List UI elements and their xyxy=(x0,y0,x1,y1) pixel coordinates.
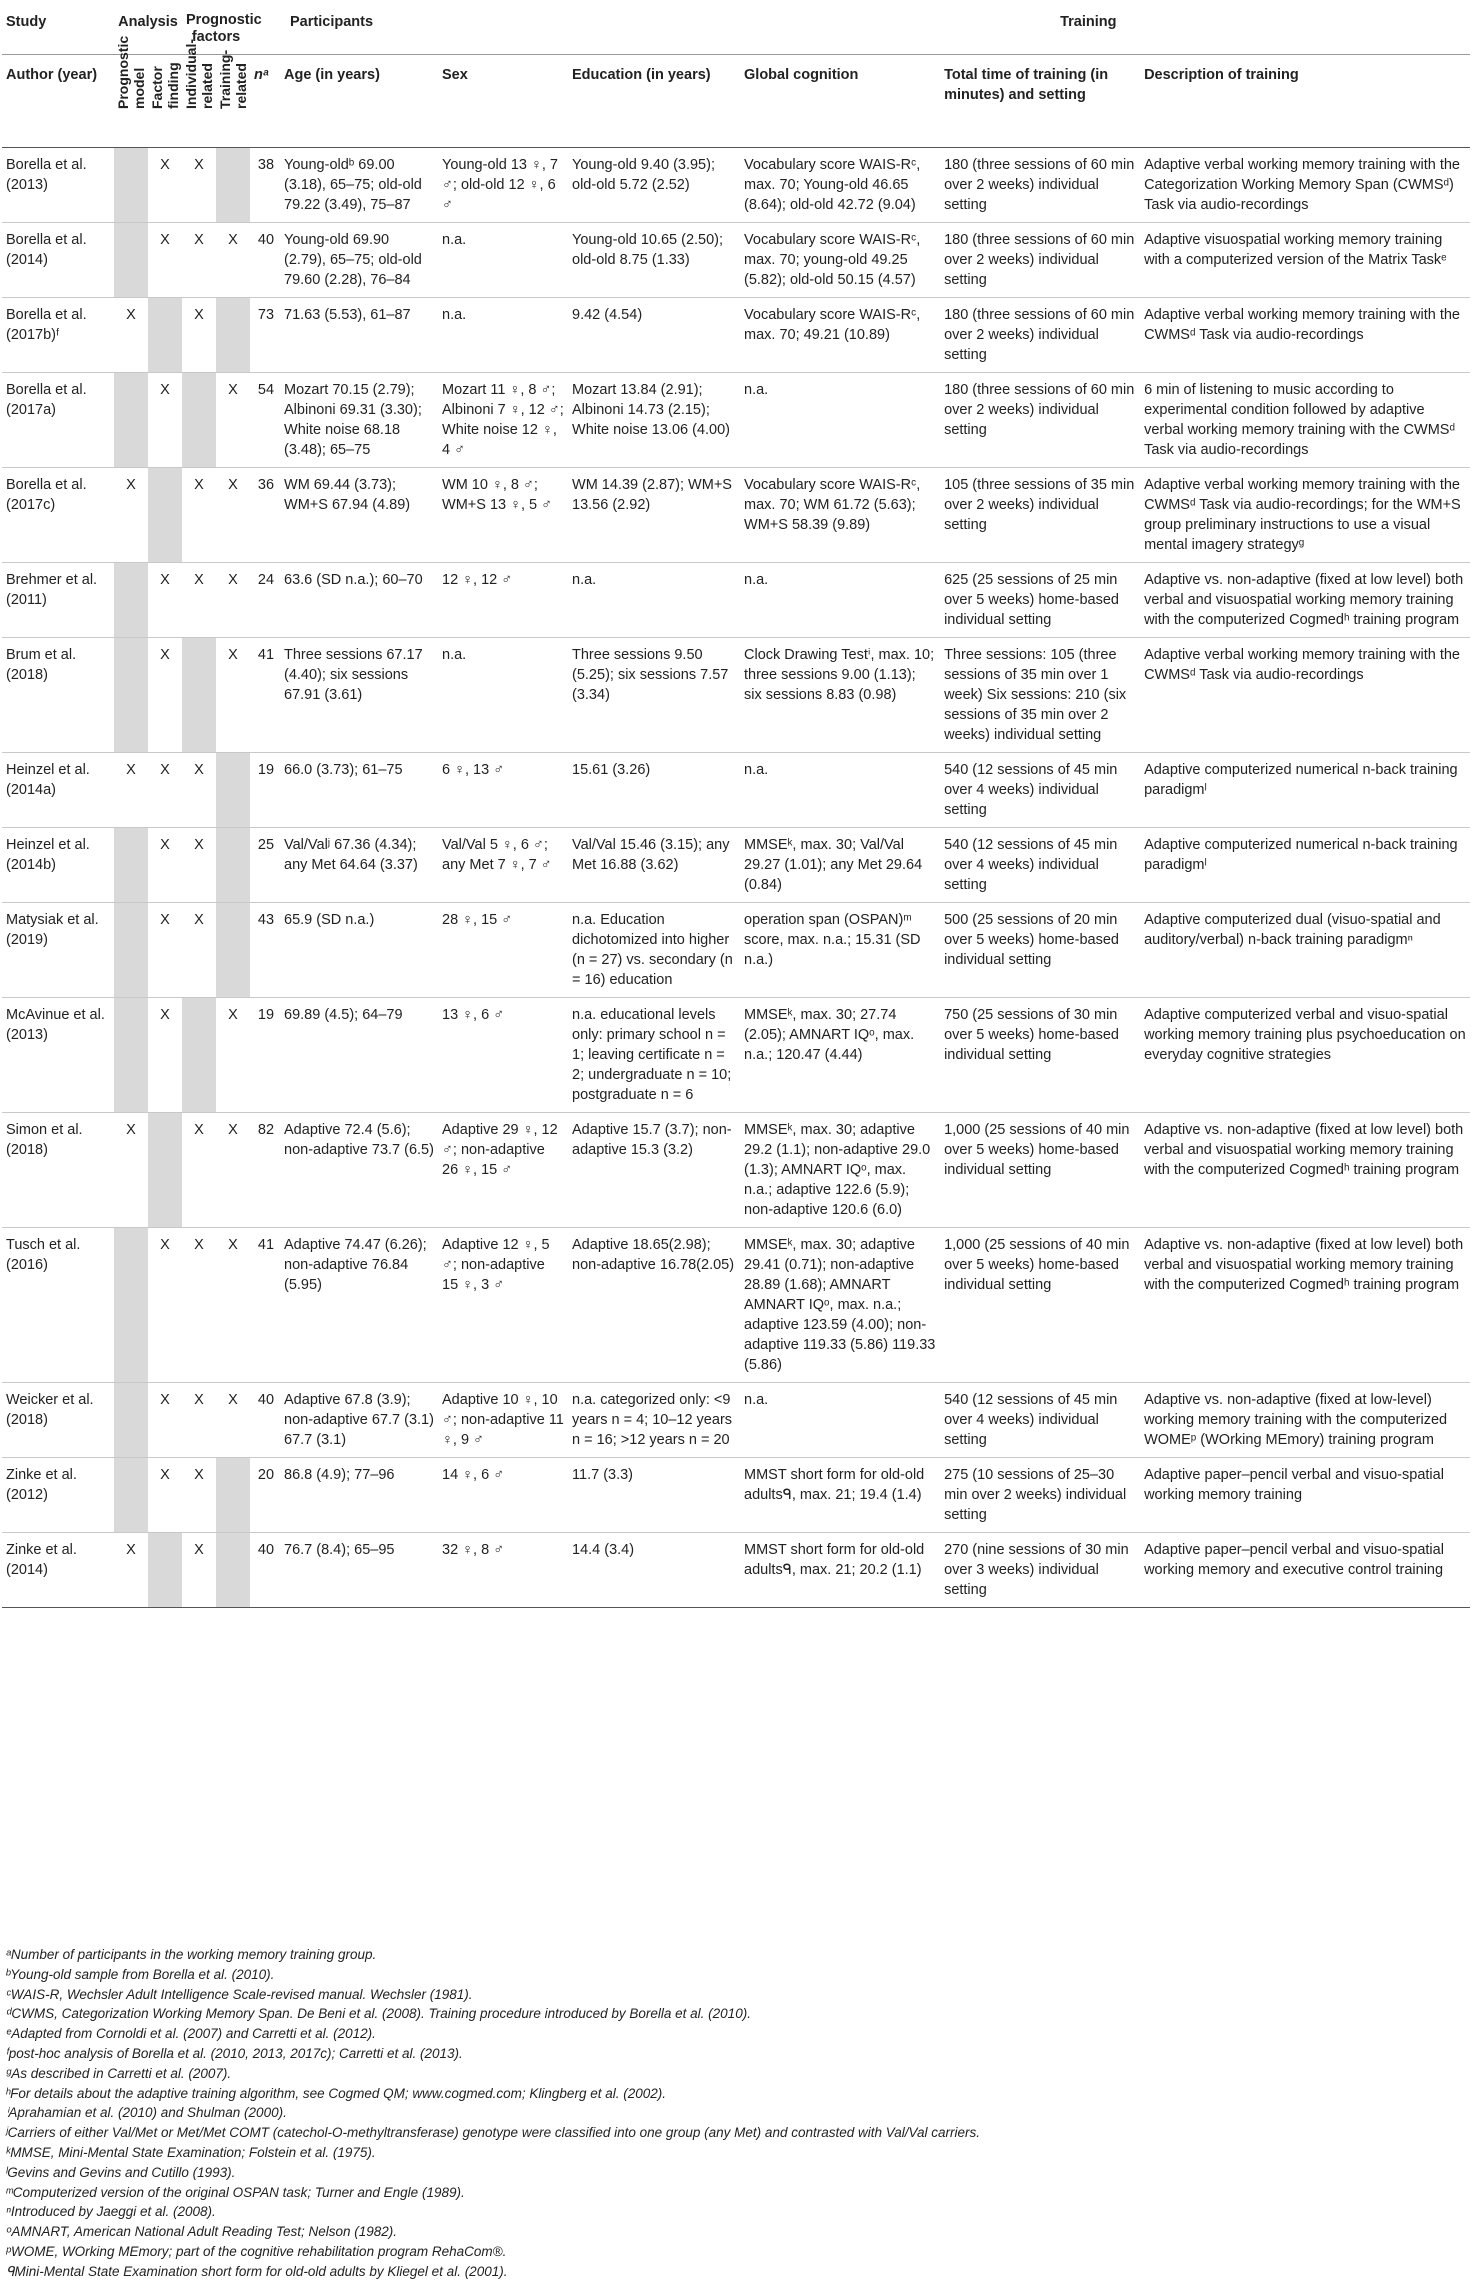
table-body xyxy=(2,148,1470,1608)
training-time-cell: 105 (three sessions of 35 min over 2 weeks) individual setting xyxy=(944,477,1135,533)
n-cell: 54 xyxy=(257,382,275,398)
footnote: ᶜWAIS-R, Wechsler Adult Intelligence Scale-revised manual. Wechsler (1981). xyxy=(6,1986,473,2002)
author-cell: Brum et al. (2018) xyxy=(6,647,77,683)
prognostic-model-cell xyxy=(114,998,148,1113)
footnote: ᵖWOME, WOrking MEmory; part of the cognitive rehabilitation program RehaCom®. xyxy=(6,2243,507,2259)
global-cognition-cell: n.a. xyxy=(744,572,769,588)
author-cell: Matysiak et al. (2019) xyxy=(6,912,99,948)
n-cell: 19 xyxy=(257,1007,275,1023)
sex-cell: 14 ♀, 6 ♂ xyxy=(442,1467,505,1483)
training-time-cell: 270 (nine sessions of 30 min over 3 weeks) individual setting xyxy=(944,1542,1129,1598)
n-cell: 40 xyxy=(257,1392,275,1408)
factor-finding-cell: X xyxy=(160,232,170,248)
training-description-cell: Adaptive verbal working memory training with the CWMSᵈ Task via audio-recordings xyxy=(1144,647,1460,683)
training-description-cell: Adaptive paper–pencil verbal and visuo-spatial working memory and executive control training xyxy=(1144,1542,1444,1578)
sex-cell: n.a. xyxy=(442,307,467,323)
global-cognition-cell: n.a. xyxy=(744,382,769,398)
author-cell: Heinzel et al. (2014b) xyxy=(6,837,90,873)
table-row xyxy=(2,1458,1470,1533)
training-time-cell: 275 (10 sessions of 25–30 min over 2 weeks) individual setting xyxy=(944,1467,1127,1523)
studies-table xyxy=(2,2,1470,1608)
factor-finding-cell: X xyxy=(160,572,170,588)
training-description-cell: Adaptive vs. non-adaptive (fixed at low level) both verbal and visuospatial working memory training with the computerized Cogmedʰ training program xyxy=(1144,1237,1464,1293)
training-time-cell: 1,000 (25 sessions of 40 min over 5 weeks) home-based individual setting xyxy=(944,1237,1130,1293)
factor-finding-cell xyxy=(148,1533,182,1608)
factor-finding-cell xyxy=(148,1113,182,1228)
table-row xyxy=(2,1228,1470,1383)
author-cell: Weicker et al. (2018) xyxy=(6,1392,94,1428)
header-age: Age (in years) xyxy=(280,55,438,148)
age-cell: Young-oldᵇ 69.00 (3.18), 65–75; old-old 79.22 (3.49), 75–87 xyxy=(284,157,422,213)
training-related-cell: X xyxy=(228,1237,238,1253)
training-related-cell: X xyxy=(228,1007,238,1023)
training-description-cell: Adaptive visuospatial working memory training with a computerized version of the Matrix Taskᵉ xyxy=(1144,232,1447,268)
table-row xyxy=(2,223,1470,298)
n-cell: 73 xyxy=(257,307,275,323)
global-cognition-cell: n.a. xyxy=(744,1392,769,1408)
header-education: Education (in years) xyxy=(568,55,740,148)
sex-cell: n.a. xyxy=(442,647,467,663)
sex-cell: n.a. xyxy=(442,232,467,248)
individual-related-cell: X xyxy=(194,477,204,493)
education-cell: Adaptive 15.7 (3.7); non-adaptive 15.3 (3.2) xyxy=(572,1122,732,1158)
sex-cell: 28 ♀, 15 ♂ xyxy=(442,912,513,928)
footnote: ᵍAs described in Carretti et al. (2007). xyxy=(6,2065,232,2081)
footnote: ᵇYoung-old sample from Borella et al. (2010). xyxy=(6,1966,275,1982)
footnote: ʲCarriers of either Val/Met or Met/Met COMT (catechol-O-methyltransferase) genotype were classified into one group (any Met) and contrasted with Val/Val carriers. xyxy=(6,2125,981,2141)
table-row xyxy=(2,563,1470,638)
age-cell: Adaptive 67.8 (3.9); non-adaptive 67.7 (3.1) 67.7 (3.1) xyxy=(284,1392,434,1448)
age-cell: Mozart 70.15 (2.79); Albinoni 69.31 (3.30); White noise 68.18 (3.48); 65–75 xyxy=(284,382,422,458)
training-related-cell: X xyxy=(228,572,238,588)
training-description-cell: Adaptive computerized numerical n-back training paradigmˡ xyxy=(1144,837,1458,873)
table-row xyxy=(2,753,1470,828)
age-cell: Three sessions 67.17 (4.40); six sessions 67.91 (3.61) xyxy=(284,647,423,703)
prognostic-model-cell xyxy=(114,1458,148,1533)
prognostic-model-cell: X xyxy=(126,1122,136,1138)
footnotes xyxy=(6,1945,1466,2282)
header-n: nᵃ xyxy=(250,55,280,148)
training-time-cell: 180 (three sessions of 60 min over 2 weeks) individual setting xyxy=(944,157,1135,213)
prognostic-model-cell: X xyxy=(126,477,136,493)
training-time-cell: 540 (12 sessions of 45 min over 4 weeks) individual setting xyxy=(944,762,1118,818)
footnote: ᵐComputerized version of the original OSPAN task; Turner and Engle (1989). xyxy=(6,2184,465,2200)
education-cell: Mozart 13.84 (2.91); Albinoni 14.73 (2.15); White noise 13.06 (4.00) xyxy=(572,382,730,438)
training-related-cell: X xyxy=(228,477,238,493)
training-related-cell: X xyxy=(228,382,238,398)
header-total-time: Total time of training (in minutes) and setting xyxy=(940,55,1140,148)
prognostic-model-cell xyxy=(114,1228,148,1383)
training-time-cell: 540 (12 sessions of 45 min over 4 weeks) individual setting xyxy=(944,837,1118,893)
author-cell: McAvinue et al. (2013) xyxy=(6,1007,105,1043)
header-factor-finding: Factor finding xyxy=(148,55,182,148)
sex-cell: 6 ♀, 13 ♂ xyxy=(442,762,505,778)
prognostic-model-cell: X xyxy=(126,1542,136,1558)
global-cognition-cell: MMST short form for old-old adultsᑫ, max. 21; 20.2 (1.1) xyxy=(744,1542,925,1578)
education-cell: 15.61 (3.26) xyxy=(572,762,651,778)
sex-cell: Young-old 13 ♀, 7 ♂; old-old 12 ♀, 6 ♂ xyxy=(442,157,558,213)
author-cell: Borella et al. (2013) xyxy=(6,157,87,193)
footnote: ᵈCWMS, Categorization Working Memory Span. De Beni et al. (2008). Training procedure introduced by Borella et al. (2010). xyxy=(6,2006,751,2022)
header-individual-related: Individual-related xyxy=(182,55,216,148)
factor-finding-cell: X xyxy=(160,382,170,398)
author-cell: Tusch et al. (2016) xyxy=(6,1237,81,1273)
author-cell: Simon et al. (2018) xyxy=(6,1122,83,1158)
header-prognostic-model: Prognostic model xyxy=(114,55,148,148)
factor-finding-cell: X xyxy=(160,157,170,173)
header-study: Study xyxy=(6,14,47,30)
table-row xyxy=(2,468,1470,563)
training-description-cell: Adaptive computerized verbal and visuo-spatial working memory training plus psychoeducation on everyday cognitive strategies xyxy=(1144,1007,1466,1063)
table-row xyxy=(2,1113,1470,1228)
prognostic-model-cell xyxy=(114,148,148,223)
training-time-cell: 180 (three sessions of 60 min over 2 weeks) individual setting xyxy=(944,382,1135,438)
training-time-cell: Three sessions: 105 (three sessions of 35 min over 1 week) Six sessions: 210 (six sessions of 35 min over 2 weeks) individual setting xyxy=(944,647,1127,743)
training-related-cell xyxy=(216,298,250,373)
factor-finding-cell: X xyxy=(160,1237,170,1253)
n-cell: 82 xyxy=(257,1122,275,1138)
education-cell: n.a. categorized only: <9 years n = 4; 10–12 years n = 16; >12 years n = 20 xyxy=(572,1392,733,1448)
author-cell: Zinke et al. (2012) xyxy=(6,1467,77,1503)
global-cognition-cell: n.a. xyxy=(744,762,769,778)
global-cognition-cell: MMSEᵏ, max. 30; Val/Val 29.27 (1.01); any Met 29.64 (0.84) xyxy=(744,837,923,893)
age-cell: 76.7 (8.4); 65–95 xyxy=(284,1542,395,1558)
factor-finding-cell: X xyxy=(160,1467,170,1483)
individual-related-cell: X xyxy=(194,1467,204,1483)
training-description-cell: Adaptive verbal working memory training with the CWMSᵈ Task via audio-recordings; for the WM+S group preliminary instructions to use a visual mental imagery strategyᵍ xyxy=(1144,477,1461,553)
prognostic-model-cell xyxy=(114,828,148,903)
prognostic-model-cell: X xyxy=(126,762,136,778)
footnote: ᵏMMSE, Mini-Mental State Examination; Folstein et al. (1975). xyxy=(6,2144,376,2160)
global-cognition-cell: Vocabulary score WAIS-Rᶜ, max. 70; young-old 49.25 (5.82); old-old 50.15 (4.57) xyxy=(744,232,921,288)
prognostic-model-cell xyxy=(114,638,148,753)
table-row xyxy=(2,1533,1470,1608)
table-row xyxy=(2,638,1470,753)
age-cell: Adaptive 72.4 (5.6); non-adaptive 73.7 (6.5) xyxy=(284,1122,434,1158)
individual-related-cell: X xyxy=(194,1542,204,1558)
prognostic-model-cell xyxy=(114,223,148,298)
author-cell: Borella et al. (2017b)ᶠ xyxy=(6,307,87,343)
age-cell: Adaptive 74.47 (6.26); non-adaptive 76.84 (5.95) xyxy=(284,1237,427,1293)
footnote: ⁿIntroduced by Jaeggi et al. (2008). xyxy=(6,2204,216,2220)
training-time-cell: 500 (25 sessions of 20 min over 5 weeks) home-based individual setting xyxy=(944,912,1119,968)
footnote: ᑫMini-Mental State Examination short form for old-old adults by Kliegel et al. (2001). xyxy=(6,2263,508,2279)
table-row xyxy=(2,1383,1470,1458)
n-cell: 41 xyxy=(257,1237,275,1253)
table-row xyxy=(2,903,1470,998)
age-cell: 63.6 (SD n.a.); 60–70 xyxy=(284,572,423,588)
education-cell: n.a. xyxy=(572,572,597,588)
sex-cell: WM 10 ♀, 8 ♂; WM+S 13 ♀, 5 ♂ xyxy=(442,477,553,513)
footnote: ᵃNumber of participants in the working memory training group. xyxy=(6,1947,377,1962)
individual-related-cell xyxy=(182,373,216,468)
training-description-cell: 6 min of listening to music according to experimental condition followed by adaptive verbal working memory training with the CWMSᵈ Task via audio-recordings xyxy=(1144,382,1455,458)
footnote: ʰFor details about the adaptive training algorithm, see Cogmed QM; www.cogmed.com; Klingberg et al. (2002). xyxy=(6,2085,666,2101)
age-cell: 66.0 (3.73); 61–75 xyxy=(284,762,403,778)
education-cell: WM 14.39 (2.87); WM+S 13.56 (2.92) xyxy=(572,477,732,513)
header-global-cognition: Global cognition xyxy=(740,55,940,148)
training-description-cell: Adaptive vs. non-adaptive (fixed at low level) both verbal and visuospatial working memory training with the computerized Cogmedʰ training program xyxy=(1144,1122,1464,1178)
author-cell: Borella et al. (2017c) xyxy=(6,477,87,513)
n-cell: 40 xyxy=(257,1542,275,1558)
n-cell: 19 xyxy=(257,762,275,778)
header-sex: Sex xyxy=(438,55,568,148)
author-cell: Brehmer et al. (2011) xyxy=(6,572,98,608)
author-cell: Heinzel et al. (2014a) xyxy=(6,762,90,798)
n-cell: 36 xyxy=(257,477,275,493)
education-cell: n.a. Education dichotomized into higher (n = 27) vs. secondary (n = 16) education xyxy=(572,912,733,988)
sex-cell: 13 ♀, 6 ♂ xyxy=(442,1007,505,1023)
sex-cell: Val/Val 5 ♀, 6 ♂; any Met 7 ♀, 7 ♂ xyxy=(442,837,552,873)
training-description-cell: Adaptive vs. non-adaptive (fixed at low-level) working memory training with the computerized WOMEᵖ (WOrking MEmory) training program xyxy=(1144,1392,1448,1448)
footnote: ˡGevins and Gevins and Cutillo (1993). xyxy=(6,2164,236,2180)
sex-cell: 12 ♀, 12 ♂ xyxy=(442,572,513,588)
education-cell: Val/Val 15.46 (3.15); any Met 16.88 (3.62) xyxy=(572,837,730,873)
footnote: ᶠpost-hoc analysis of Borella et al. (2010, 2013, 2017c); Carretti et al. (2013). xyxy=(6,2045,463,2061)
header-analysis: Analysis xyxy=(118,14,178,30)
n-cell: 25 xyxy=(257,837,275,853)
factor-finding-cell: X xyxy=(160,1007,170,1023)
individual-related-cell: X xyxy=(194,762,204,778)
education-cell: 14.4 (3.4) xyxy=(572,1542,635,1558)
author-cell: Borella et al. (2017a) xyxy=(6,382,87,418)
training-related-cell xyxy=(216,1533,250,1608)
training-related-cell xyxy=(216,1458,250,1533)
global-cognition-cell: Vocabulary score WAIS-Rᶜ, max. 70; 49.21 (10.89) xyxy=(744,307,921,343)
education-cell: n.a. educational levels only: primary school n = 1; leaving certificate n = 2; undergraduate n = 10; postgraduate n = 6 xyxy=(572,1007,732,1103)
individual-related-cell: X xyxy=(194,1392,204,1408)
table-row xyxy=(2,298,1470,373)
global-cognition-cell: MMSEᵏ, max. 30; adaptive 29.41 (0.71); non-adaptive 28.89 (1.68); AMNART AMNART IQᵒ, max. n.a.; adaptive 123.59 (4.00); non-adaptive 119.33 (5.86) 119.33 (5.86) xyxy=(744,1237,936,1373)
training-time-cell: 750 (25 sessions of 30 min over 5 weeks) home-based individual setting xyxy=(944,1007,1119,1063)
training-related-cell: X xyxy=(228,647,238,663)
global-cognition-cell: Clock Drawing Testⁱ, max. 10; three sessions 9.00 (1.13); six sessions 8.83 (0.98) xyxy=(744,647,935,703)
table-row xyxy=(2,148,1470,223)
training-description-cell: Adaptive paper–pencil verbal and visuo-spatial working memory training xyxy=(1144,1467,1444,1503)
header-author: Author (year) xyxy=(2,55,114,148)
header-description: Description of training xyxy=(1140,55,1470,148)
individual-related-cell: X xyxy=(194,1122,204,1138)
training-time-cell: 625 (25 sessions of 25 min over 5 weeks) home-based individual setting xyxy=(944,572,1119,628)
individual-related-cell: X xyxy=(194,837,204,853)
training-related-cell xyxy=(216,903,250,998)
factor-finding-cell: X xyxy=(160,1392,170,1408)
header-training: Training xyxy=(1060,14,1117,30)
n-cell: 41 xyxy=(257,647,275,663)
n-cell: 24 xyxy=(257,572,275,588)
footnote: ᵉAdapted from Cornoldi et al. (2007) and Carretti et al. (2012). xyxy=(6,2026,376,2042)
prognostic-model-cell xyxy=(114,1383,148,1458)
training-description-cell: Adaptive verbal working memory training with the Categorization Working Memory Span (CWMSᵈ) Task via audio-recordings xyxy=(1144,157,1460,213)
individual-related-cell: X xyxy=(194,157,204,173)
training-related-cell xyxy=(216,753,250,828)
author-cell: Zinke et al. (2014) xyxy=(6,1542,77,1578)
prognostic-model-cell: X xyxy=(126,307,136,323)
education-cell: Adaptive 18.65(2.98); non-adaptive 16.78(2.05) xyxy=(572,1237,735,1273)
training-time-cell: 540 (12 sessions of 45 min over 4 weeks) individual setting xyxy=(944,1392,1118,1448)
footnote: ⁱAprahamian et al. (2010) and Shulman (2000). xyxy=(6,2105,287,2121)
age-cell: 69.89 (4.5); 64–79 xyxy=(284,1007,403,1023)
n-cell: 40 xyxy=(257,232,275,248)
prognostic-model-cell xyxy=(114,563,148,638)
individual-related-cell: X xyxy=(194,912,204,928)
prognostic-model-cell xyxy=(114,373,148,468)
age-cell: WM 69.44 (3.73); WM+S 67.94 (4.89) xyxy=(284,477,411,513)
header-prognostic-factors: Prognostic factors xyxy=(186,12,262,45)
global-cognition-cell: MMST short form for old-old adultsᑫ, max. 21; 19.4 (1.4) xyxy=(744,1467,925,1503)
education-cell: Young-old 9.40 (3.95); old-old 5.72 (2.52) xyxy=(572,157,715,193)
individual-related-cell xyxy=(182,638,216,753)
author-cell: Borella et al. (2014) xyxy=(6,232,87,268)
individual-related-cell: X xyxy=(194,572,204,588)
individual-related-cell: X xyxy=(194,307,204,323)
footnote: ᵒAMNART, American National Adult Reading Test; Nelson (1982). xyxy=(6,2224,398,2240)
global-cognition-cell: Vocabulary score WAIS-Rᶜ, max. 70; WM 61.72 (5.63); WM+S 58.39 (9.89) xyxy=(744,477,921,533)
training-related-cell: X xyxy=(228,232,238,248)
age-cell: 86.8 (4.9); 77–96 xyxy=(284,1467,395,1483)
prognostic-model-cell xyxy=(114,903,148,998)
sex-cell: Adaptive 29 ♀, 12 ♂; non-adaptive 26 ♀, 15 ♂ xyxy=(442,1122,558,1178)
training-related-cell: X xyxy=(228,1392,238,1408)
factor-finding-cell: X xyxy=(160,912,170,928)
n-cell: 38 xyxy=(257,157,275,173)
sex-cell: Mozart 11 ♀, 8 ♂; Albinoni 7 ♀, 12 ♂; White noise 12 ♀, 4 ♂ xyxy=(442,382,564,458)
training-time-cell: 180 (three sessions of 60 min over 2 weeks) individual setting xyxy=(944,232,1135,288)
table-row xyxy=(2,998,1470,1113)
training-time-cell: 1,000 (25 sessions of 40 min over 5 weeks) home-based individual setting xyxy=(944,1122,1130,1178)
training-description-cell: Adaptive computerized dual (visuo-spatial and auditory/verbal) n-back training paradigmⁿ xyxy=(1144,912,1441,948)
factor-finding-cell xyxy=(148,298,182,373)
training-related-cell xyxy=(216,148,250,223)
individual-related-cell xyxy=(182,998,216,1113)
factor-finding-cell: X xyxy=(160,647,170,663)
factor-finding-cell xyxy=(148,468,182,563)
individual-related-cell: X xyxy=(194,1237,204,1253)
age-cell: Val/Valʲ 67.36 (4.34); any Met 64.64 (3.37) xyxy=(284,837,418,873)
sex-cell: Adaptive 10 ♀, 10 ♂; non-adaptive 11 ♀, 9 ♂ xyxy=(442,1392,564,1448)
factor-finding-cell: X xyxy=(160,837,170,853)
n-cell: 43 xyxy=(257,912,275,928)
education-cell: 11.7 (3.3) xyxy=(572,1467,634,1483)
training-related-cell xyxy=(216,828,250,903)
global-cognition-cell: Vocabulary score WAIS-Rᶜ, max. 70; Young-old 46.65 (8.64); old-old 42.72 (9.04) xyxy=(744,157,921,213)
individual-related-cell: X xyxy=(194,232,204,248)
sex-cell: 32 ♀, 8 ♂ xyxy=(442,1542,505,1558)
age-cell: Young-old 69.90 (2.79), 65–75; old-old 79.60 (2.28), 76–84 xyxy=(284,232,422,288)
sex-cell: Adaptive 12 ♀, 5 ♂; non-adaptive 15 ♀, 3 ♂ xyxy=(442,1237,550,1293)
training-description-cell: Adaptive computerized numerical n-back training paradigmˡ xyxy=(1144,762,1458,798)
training-related-cell: X xyxy=(228,1122,238,1138)
age-cell: 71.63 (5.53), 61–87 xyxy=(284,307,411,323)
table-row xyxy=(2,373,1470,468)
global-cognition-cell: MMSEᵏ, max. 30; adaptive 29.2 (1.1); non-adaptive 29.0 (1.3); AMNART IQᵒ, max. n.a.; adaptive 122.6 (5.9); non-adaptive 120.6 (6.0) xyxy=(744,1122,931,1218)
header-participants: Participants xyxy=(290,14,374,30)
age-cell: 65.9 (SD n.a.) xyxy=(284,912,375,928)
n-cell: 20 xyxy=(257,1467,275,1483)
education-cell: Young-old 10.65 (2.50); old-old 8.75 (1.33) xyxy=(572,232,724,268)
education-cell: Three sessions 9.50 (5.25); six sessions 7.57 (3.34) xyxy=(572,647,729,703)
global-cognition-cell: operation span (OSPAN)ᵐ score, max. n.a.; 15.31 (SD n.a.) xyxy=(744,912,921,968)
header-training-related: Training-related xyxy=(216,55,250,148)
education-cell: 9.42 (4.54) xyxy=(572,307,643,323)
global-cognition-cell: MMSEᵏ, max. 30; 27.74 (2.05); AMNART IQᵒ, max. n.a.; 120.47 (4.44) xyxy=(744,1007,915,1063)
table-row xyxy=(2,828,1470,903)
training-description-cell: Adaptive verbal working memory training with the CWMSᵈ Task via audio-recordings xyxy=(1144,307,1460,343)
training-description-cell: Adaptive vs. non-adaptive (fixed at low level) both verbal and visuospatial working memory training with the computerized Cogmedʰ training program xyxy=(1144,572,1464,628)
factor-finding-cell: X xyxy=(160,762,170,778)
training-time-cell: 180 (three sessions of 60 min over 2 weeks) individual setting xyxy=(944,307,1135,363)
